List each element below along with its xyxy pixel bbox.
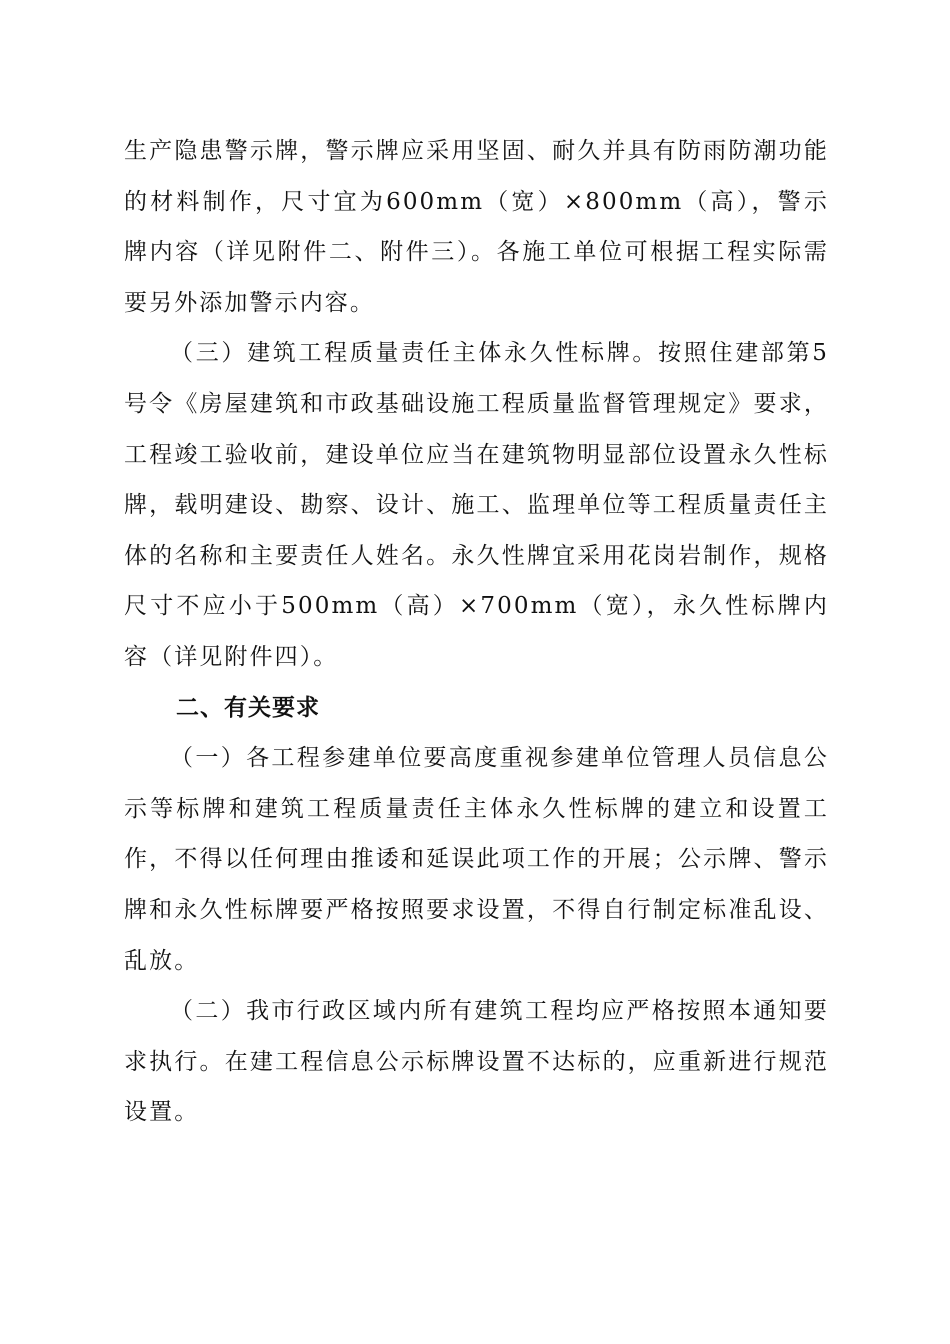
section-heading-requirements: 二、有关要求 — [176, 694, 320, 721]
document-body — [124, 126, 829, 1138]
paragraph-warning-sign-continued: 生产隐患警示牌，警示牌应采用坚固、耐久并具有防雨防潮功能的材料制作，尺寸宜为600mm（宽）×800mm（高），警示牌内容（详见附件二、附件三）。各施工单位可根据工程实际需要另外添加警示内容。 — [124, 138, 829, 316]
paragraph-requirement-one: （一）各工程参建单位要高度重视参建单位管理人员信息公示等标牌和建筑工程质量责任主体永久性标牌的建立和设置工作，不得以任何理由推诿和延误此项工作的开展；公示牌、警示牌和永久性标牌要严格按照要求设置，不得自行制定标准乱设、乱放。 — [124, 745, 829, 974]
paragraph-requirement-two: （二）我市行政区域内所有建筑工程均应严格按照本通知要求执行。在建工程信息公示标牌设置不达标的，应重新进行规范设置。 — [124, 998, 829, 1126]
paragraph-permanent-sign: （三）建筑工程质量责任主体永久性标牌。按照住建部第5号令《房屋建筑和市政基础设施工程质量监督管理规定》要求，工程竣工验收前，建设单位应当在建筑物明显部位设置永久性标牌，载明建设、勘察、设计、施工、监理单位等工程质量责任主体的名称和主要责任人姓名。永久性牌宜采用花岗岩制作，规格尺寸不应小于500mm（高）×700mm（宽），永久性标牌内容（详见附件四）。 — [124, 340, 829, 670]
